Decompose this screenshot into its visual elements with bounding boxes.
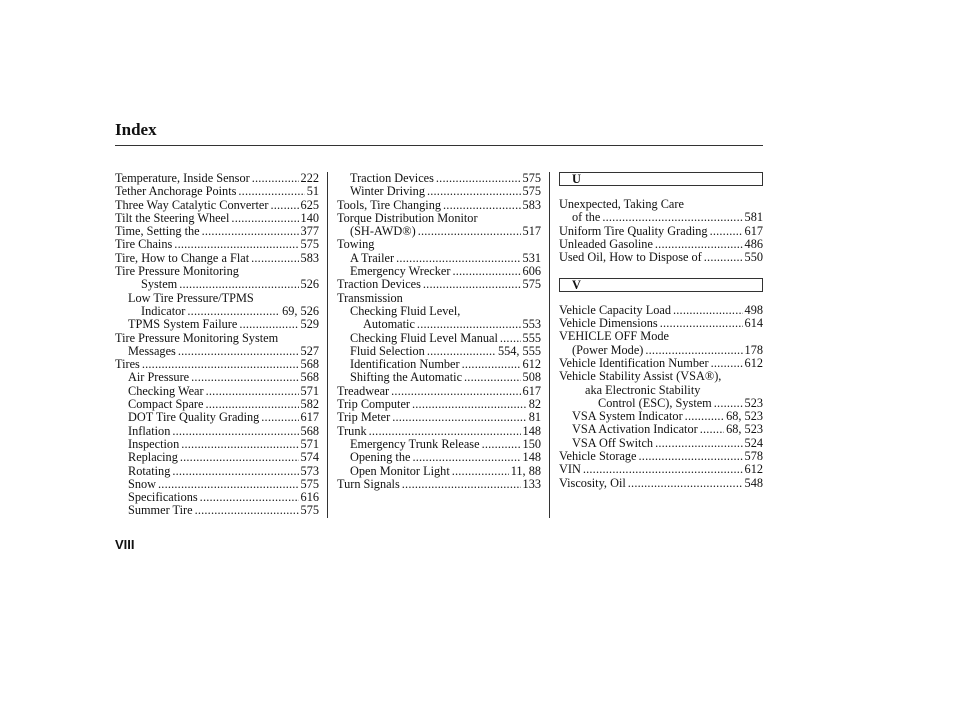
index-entry-page: 575 [300,503,319,518]
index-entry [337,278,541,291]
index-entry-label: Fluid Selection [350,343,425,358]
index-entry-label: VSA Activation Indicator [572,422,698,437]
index-entry-page: 575 [300,237,319,252]
index-entry [559,397,763,410]
dot-leader [202,225,299,238]
index-entry-page: 568 [300,423,319,438]
index-entry-label: Winter Driving [350,184,425,199]
dot-leader [412,398,527,411]
column-divider-1 [327,172,328,518]
dot-leader [369,425,521,438]
index-entry-page: 614 [744,316,763,331]
index-entry-label: Emergency Trunk Release [350,436,480,451]
index-entry-page: 617 [522,383,541,398]
index-entry-label: Tire, How to Change a Flat [115,250,250,265]
index-entry-label: (SH-AWD®) [350,224,416,239]
index-entry [115,358,319,371]
index-entry-label: Low Tire Pressure/TPMS [128,290,254,305]
index-entry [337,465,541,478]
index-entry-page: 550 [744,250,763,265]
dot-leader [191,371,298,384]
dot-leader [500,332,521,345]
index-entry-page: 531 [522,250,541,265]
index-entry-label: Trip Computer [337,397,410,412]
dot-leader [174,238,298,251]
index-entry [559,410,763,423]
dot-leader [655,238,743,251]
index-entry-label: Turn Signals [337,476,400,491]
dot-leader [252,172,299,185]
index-entry [559,211,763,224]
dot-leader [660,317,743,330]
index-entry-label: Treadwear [337,383,390,398]
index-entry [115,185,319,198]
dot-leader [238,185,304,198]
index-entry-label: Vehicle Dimensions [559,316,658,331]
index-entry [115,225,319,238]
index-entry-label: Used Oil, How to Dispose of [559,250,702,265]
index-entry [559,450,763,463]
index-entry [337,398,541,411]
index-entry-page: 51 [306,184,319,199]
index-entry-label: Vehicle Identification Number [559,355,709,370]
index-column-3 [559,172,763,490]
index-entry [115,172,319,185]
section-letter-v: V [559,278,763,292]
index-entry-page: 581 [744,210,763,225]
dot-leader [443,199,521,212]
index-entry [115,318,319,331]
dot-leader [482,438,521,451]
index-entry-label: Viscosity, Oil [559,475,626,490]
index-entry-label: Control (ESC), System [598,395,712,410]
index-entry-label: Trunk [337,423,367,438]
dot-leader [714,397,743,410]
index-entry-label: Tire Pressure Monitoring System [115,330,279,345]
index-entry-label: Indicator [141,303,186,318]
dot-leader [423,278,521,291]
index-entry-label: VEHICLE OFF Mode [559,329,669,344]
index-entry-page: 571 [300,436,319,451]
index-entry-label: TPMS System Failure [128,317,238,332]
index-entry-label: DOT Tire Quality Grading [128,410,260,425]
index-entry-page: 575 [522,277,541,292]
index-entry [337,438,541,451]
index-entry-page: 575 [300,476,319,491]
index-entry-page: 612 [744,462,763,477]
dot-leader [464,371,521,384]
dot-leader [396,252,520,265]
index-entry-label: Specifications [128,490,198,505]
index-entry-page: 377 [300,224,319,239]
dot-leader [452,265,520,278]
index-entry-label: A Trailer [350,250,395,265]
index-entry-page: 578 [744,449,763,464]
index-entry-label: VIN [559,462,581,477]
dot-leader [602,211,742,224]
index-entry [559,344,763,357]
index-entry-label: Tools, Tire Changing [337,197,442,212]
title-rule [115,145,763,146]
index-entry [559,423,763,436]
index-entry [559,225,763,238]
index-entry-page: 583 [300,250,319,265]
index-entry [115,345,319,358]
index-entry [115,398,319,411]
index-entry-label: Three Way Catalytic Converter [115,197,269,212]
index-entry [115,278,319,291]
index-entry-page: 625 [300,197,319,212]
index-entry-page: 606 [522,264,541,279]
dot-leader [178,345,299,358]
dot-leader [205,398,298,411]
index-entry [559,463,763,476]
dot-leader [417,318,521,331]
dot-leader [710,225,743,238]
dot-leader [418,225,521,238]
index-entry [337,252,541,265]
index-entry-label: Inspection [128,436,180,451]
index-entry [559,477,763,490]
index-entry-page: 486 [744,236,763,251]
dot-leader [179,278,298,291]
index-entry-label: Air Pressure [128,370,190,385]
dot-leader [200,491,299,504]
index-entry [559,251,763,264]
page-number: VIII [115,537,135,552]
index-entry [337,318,541,331]
index-entry-label: Tires [115,357,140,372]
index-entry [337,305,541,318]
index-entry [115,238,319,251]
index-entry [337,425,541,438]
index-entry-page: 554, 555 [497,343,541,358]
index-entry-label: Opening the [350,450,411,465]
index-entry [115,411,319,424]
index-entry-page: 612 [522,357,541,372]
index-entry-page: 616 [300,490,319,505]
index-entry-page: 527 [300,343,319,358]
dot-leader [452,465,509,478]
dot-leader [700,423,724,436]
index-entry-page: 178 [744,342,763,357]
dot-leader [158,478,299,491]
index-entry-label: of the [572,210,601,225]
index-entry [337,225,541,238]
index-entry-label: Tether Anchorage Points [115,184,237,199]
index-entry-page: 574 [300,450,319,465]
index-column-2 [337,172,541,491]
index-entry [559,238,763,251]
index-entry-page: 617 [300,410,319,425]
index-entry-label: VSA System Indicator [572,409,683,424]
index-entry-page: 498 [744,302,763,317]
index-entry-label: Inflation [128,423,171,438]
index-entry [115,212,319,225]
index-entry-page: 583 [522,197,541,212]
dot-leader [628,477,743,490]
index-entry-label: Open Monitor Light [350,463,450,478]
index-entry [337,185,541,198]
index-entry-label: Uniform Tire Quality Grading [559,223,708,238]
index-entry-page: 68, 523 [726,409,763,424]
index-entry [115,451,319,464]
index-entry [115,465,319,478]
index-entry [337,212,541,225]
index-entry [559,330,763,343]
index-entry [115,305,319,318]
index-entry-page: 529 [300,317,319,332]
index-entry-page: 617 [744,223,763,238]
index-entry-label: Tire Pressure Monitoring [115,264,239,279]
index-entry [559,198,763,211]
index-entry-label: Temperature, Inside Sensor [115,171,250,185]
dot-leader [270,199,298,212]
index-entry-label: Rotating [128,463,171,478]
index-entry-label: VSA Off Switch [572,435,654,450]
index-entry [337,199,541,212]
index-entry [115,385,319,398]
index-entry [559,304,763,317]
index-entry-page: 526 [300,277,319,292]
dot-leader [704,251,743,264]
index-entry-label: Towing [337,237,375,252]
index-entry [115,504,319,517]
dot-leader [181,438,298,451]
index-entry-label: Shifting the Automatic [350,370,463,385]
index-entry [337,385,541,398]
dot-leader [239,318,298,331]
dot-leader [427,185,521,198]
index-entry-label: Automatic [363,317,415,332]
dot-leader [251,252,298,265]
index-entry-page: 222 [300,171,319,185]
index-entry-page: 68, 523 [726,422,763,437]
index-entry [337,238,541,251]
dot-leader [261,411,298,424]
index-entry-page: 575 [522,171,541,185]
index-entry [337,345,541,358]
index-entry [337,172,541,185]
dot-leader [673,304,743,317]
index-entry-page: 573 [300,463,319,478]
index-entry-label: Traction Devices [350,171,434,185]
index-entry [559,384,763,397]
index-entry-label: Transmission [337,290,403,305]
dot-leader [655,437,742,450]
index-entry [337,292,541,305]
index-entry [559,437,763,450]
index-entry [337,358,541,371]
index-entry-page: 575 [522,184,541,199]
dot-leader [583,463,743,476]
index-entry [559,357,763,370]
index-entry [115,478,319,491]
index-entry [115,332,319,345]
dot-leader [172,465,298,478]
index-entry-page: 612 [744,355,763,370]
index-entry-label: (Power Mode) [572,342,644,357]
index-entry [559,317,763,330]
dot-leader [711,357,743,370]
index-entry-page: 553 [522,317,541,332]
section-letter-u: U [559,172,763,186]
index-entry-page: 150 [522,436,541,451]
index-entry-page: 508 [522,370,541,385]
index-entry [115,292,319,305]
index-entry [337,332,541,345]
index-entry-label: System [141,277,178,292]
index-entry-page: 555 [522,330,541,345]
index-entry [115,199,319,212]
index-entry-label: Snow [128,476,157,491]
dot-leader [187,305,280,318]
dot-leader [412,451,520,464]
index-entry-label: Messages [128,343,176,358]
index-entry-label: Trip Meter [337,410,391,425]
index-entry-label: Tire Chains [115,237,173,252]
column-divider-2 [549,172,550,518]
index-entry-page: 568 [300,370,319,385]
index-entry-page: 140 [300,210,319,225]
index-entry [115,252,319,265]
dot-leader [180,451,299,464]
index-entry [337,371,541,384]
index-entry-page: 571 [300,383,319,398]
index-entry-page: 11, 88 [510,463,541,478]
index-entry-label: Traction Devices [337,277,421,292]
dot-leader [206,385,299,398]
page-title: Index [115,120,157,139]
dot-leader [436,172,521,185]
index-entry-page: 69, 526 [282,303,319,318]
index-entry-label: Compact Spare [128,397,204,412]
index-entry-page: 582 [300,397,319,412]
index-entry [337,478,541,491]
index-entry-page: 548 [744,475,763,490]
dot-leader [462,358,521,371]
index-entry-page: 82 [528,397,541,412]
index-entry [115,438,319,451]
dot-leader [645,344,742,357]
index-entry-label: Vehicle Stability Assist (VSA®), [559,369,722,384]
index-column-1 [115,172,319,518]
dot-leader [195,504,299,517]
index-entry-page: 148 [522,450,541,465]
index-entry-page: 523 [744,395,763,410]
index-entry-label: Checking Fluid Level, [350,303,461,318]
index-entry-page: 568 [300,357,319,372]
index-entry-label: Tilt the Steering Wheel [115,210,230,225]
dot-leader [231,212,298,225]
index-entry-page: 148 [522,423,541,438]
dot-leader [391,385,520,398]
index-entry-label: Identification Number [350,357,460,372]
index-entry-label: Vehicle Capacity Load [559,302,671,317]
index-entry-label: Checking Fluid Level Manual [350,330,498,345]
dot-leader [172,425,298,438]
index-entry [115,371,319,384]
dot-leader [685,410,724,423]
index-entry [559,370,763,383]
section-gap [559,264,763,277]
index-entry-label: Replacing [128,450,178,465]
index-entry-label: Emergency Wrecker [350,264,451,279]
dot-leader [402,478,521,491]
index-entry-page: 81 [528,410,541,425]
index-entry [115,491,319,504]
index-entry-label: Unexpected, Taking Care [559,197,684,211]
index-entry [337,451,541,464]
dot-leader [427,345,496,358]
index-entry [115,425,319,438]
index-entry-page: 517 [522,224,541,239]
index-entry-label: Summer Tire [128,503,193,518]
index-entry [337,265,541,278]
index-entry-page: 524 [744,435,763,450]
index-entry [337,411,541,424]
index-entry-label: Vehicle Storage [559,449,637,464]
index-entry [115,265,319,278]
index-entry-label: Checking Wear [128,383,204,398]
index-entry-label: Time, Setting the [115,224,200,239]
dot-leader [142,358,299,371]
index-entry-label: Torque Distribution Monitor [337,210,478,225]
dot-leader [392,411,527,424]
dot-leader [639,450,743,463]
index-entry-page: 133 [522,476,541,491]
index-entry-label: aka Electronic Stability [585,382,701,397]
index-entry-label: Unleaded Gasoline [559,236,653,251]
